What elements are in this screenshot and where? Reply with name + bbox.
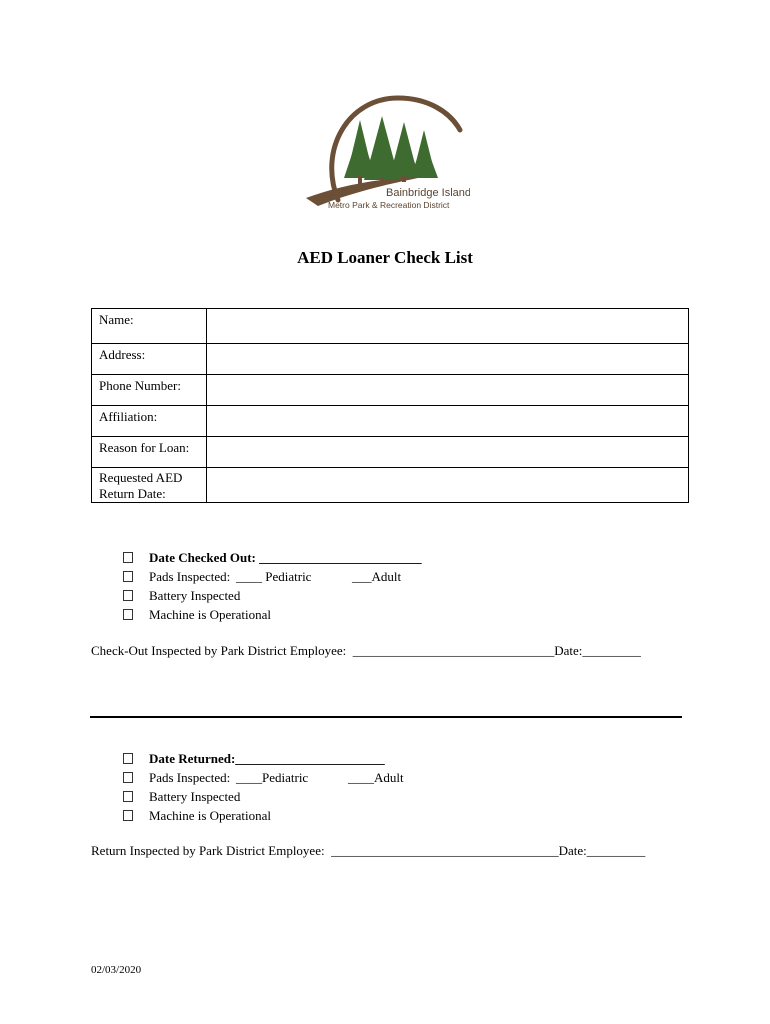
pads-inspected-label: Pads Inspected: [149, 569, 231, 584]
name-field[interactable] [207, 309, 689, 344]
adult-label: ____Adult [348, 770, 404, 785]
footer-date: 02/03/2020 [91, 964, 142, 976]
affiliation-field[interactable] [207, 406, 689, 437]
adult-label: ___Adult [352, 569, 402, 584]
logo-line1: Bainbridge Island [386, 187, 470, 199]
checkout-signature-line: Check-Out Inspected by Park District Employee: _______________________________Date:_________ [91, 643, 641, 658]
reason-field[interactable] [207, 437, 689, 468]
list-item [110, 586, 422, 622]
phone-field[interactable] [207, 375, 689, 406]
pads-inspected-label: Pads Inspected: [149, 770, 231, 785]
table-row [92, 375, 689, 406]
list-item [110, 730, 385, 766]
machine-operational-label: Machine is Operational [149, 808, 272, 823]
table-row [92, 468, 689, 503]
checkbox[interactable] [123, 609, 133, 620]
table-row [92, 309, 689, 344]
phone-label: Phone Number: [92, 375, 207, 406]
address-label: Address: [92, 344, 207, 375]
date-checked-out-label: Date Checked Out: _________________________ [149, 550, 422, 565]
return-date-field[interactable] [207, 468, 689, 503]
return-date-label [92, 468, 207, 503]
return-signature-line: Return Inspected by Park District Employee: ___________________________________Date:_________ [91, 843, 646, 858]
list-item [110, 529, 422, 565]
return-date-label-line1: Requested AED [99, 470, 183, 485]
page-title: AED Loaner Check List [297, 248, 473, 267]
checkout-checklist [110, 529, 422, 622]
table-row [92, 344, 689, 375]
reason-label: Reason for Loan: [92, 437, 207, 468]
section-divider [90, 716, 682, 718]
battery-inspected-label: Battery Inspected [149, 588, 241, 603]
list-item [110, 567, 422, 603]
affiliation-label: Affiliation: [92, 406, 207, 437]
bainbridge-logo [298, 90, 470, 214]
pediatric-label: ____Pediatric [236, 770, 309, 785]
address-field[interactable] [207, 344, 689, 375]
tree-logo-icon [298, 90, 470, 214]
borrower-info-table [91, 308, 689, 503]
battery-inspected-label: Battery Inspected [149, 789, 241, 804]
date-returned-label: Date Returned:_______________________ [149, 751, 385, 766]
logo-line2: Metro Park & Recreation District [328, 200, 450, 210]
return-date-label-line2: Return Date: [99, 486, 166, 501]
machine-operational-label: Machine is Operational [149, 607, 272, 622]
list-item [110, 787, 385, 823]
list-item [110, 768, 385, 804]
name-label: Name: [92, 309, 207, 344]
table-row [92, 406, 689, 437]
pediatric-label: ____ Pediatric [236, 569, 312, 584]
list-item [110, 548, 422, 584]
list-item [110, 749, 404, 785]
checkbox[interactable] [123, 810, 133, 821]
table-row [92, 437, 689, 468]
return-checklist [110, 730, 404, 823]
